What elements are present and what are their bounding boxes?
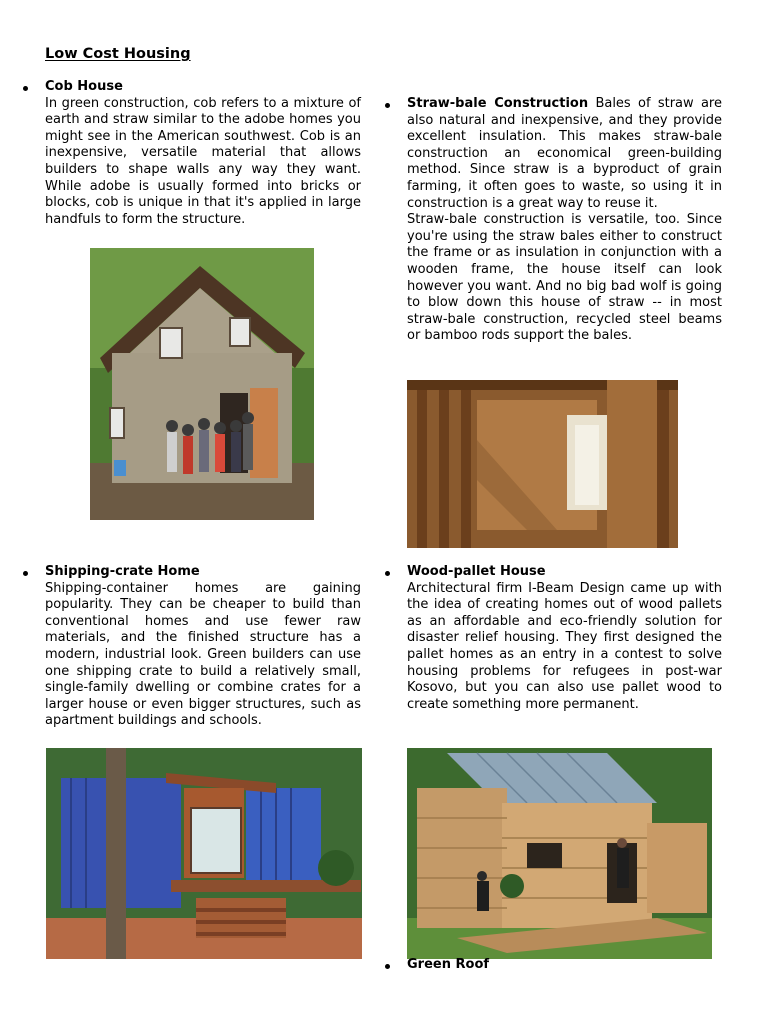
straw-body-1: Bales of straw are also natural and inexpensive, and they provide excellent insulation. This makes straw-bale construction an economical green-building method. Since straw is a byproduct of grain farming, it often goes to waste, so using it in construction is a great way to reuse it. bbox=[407, 96, 722, 211]
bullet-pallet bbox=[385, 571, 390, 576]
page-title: Low Cost Housing bbox=[45, 46, 191, 62]
cob-heading: Cob House bbox=[45, 79, 123, 94]
section-green-roof bbox=[407, 957, 722, 974]
straw-bale-photo bbox=[407, 380, 678, 548]
bullet-cob bbox=[23, 86, 28, 91]
section-wood-pallet bbox=[407, 564, 722, 713]
section-shipping-crate bbox=[45, 564, 361, 730]
shipping-body: Shipping-container homes are gaining popularity. They can be cheaper to build than conventional homes and use fewer raw materials, and the finished structure has a modern, industrial look. Green builders can use one shipping crate to build a relatively small, single-family dwelling or combine crates for a larger house or even bigger structures, such as apartment buildings and schools. bbox=[45, 580, 361, 729]
pallet-body: Architectural firm I-Beam Design came up with the idea of creating homes out of wood pallets as an affordable and eco-friendly solution for disaster relief housing. They first designed the pallet homes as an entry in a contest to solve housing problems for refugees in post-war Kosovo, but you can also use pallet wood to create something more permanent. bbox=[407, 580, 722, 712]
straw-heading: Straw-bale Construction bbox=[407, 96, 589, 111]
green-roof-heading: Green Roof bbox=[407, 957, 490, 972]
bullet-straw bbox=[385, 103, 390, 108]
wood-pallet-photo bbox=[407, 748, 712, 959]
section-straw-bale bbox=[407, 96, 722, 345]
cob-body: In green construction, cob refers to a mixture of earth and straw similar to the adobe homes you might see in the American southwest. Cob is an inexpensive, versatile material that allows builders to shape walls any way they want. While adobe is usually formed into bricks or blocks, cob is unique in that it's applied in large handfuls to form the structure. bbox=[45, 95, 361, 227]
straw-body-2: Straw-bale construction is versatile, too. Since you're using the straw bales either to construct the frame or as insulation in conjunction with a wooden frame, the house itself can look however you want. And no big bad wolf is going to blow down this house of straw -- in most straw-bale construction, recycled steel beams or bamboo rods support the bales. bbox=[407, 212, 722, 344]
pallet-heading: Wood-pallet House bbox=[407, 564, 546, 579]
bullet-green-roof bbox=[385, 964, 390, 969]
section-cob-house bbox=[45, 79, 361, 228]
bullet-shipping bbox=[23, 571, 28, 576]
cob-house-photo bbox=[90, 248, 314, 520]
shipping-heading: Shipping-crate Home bbox=[45, 564, 200, 579]
shipping-crate-photo bbox=[46, 748, 362, 959]
